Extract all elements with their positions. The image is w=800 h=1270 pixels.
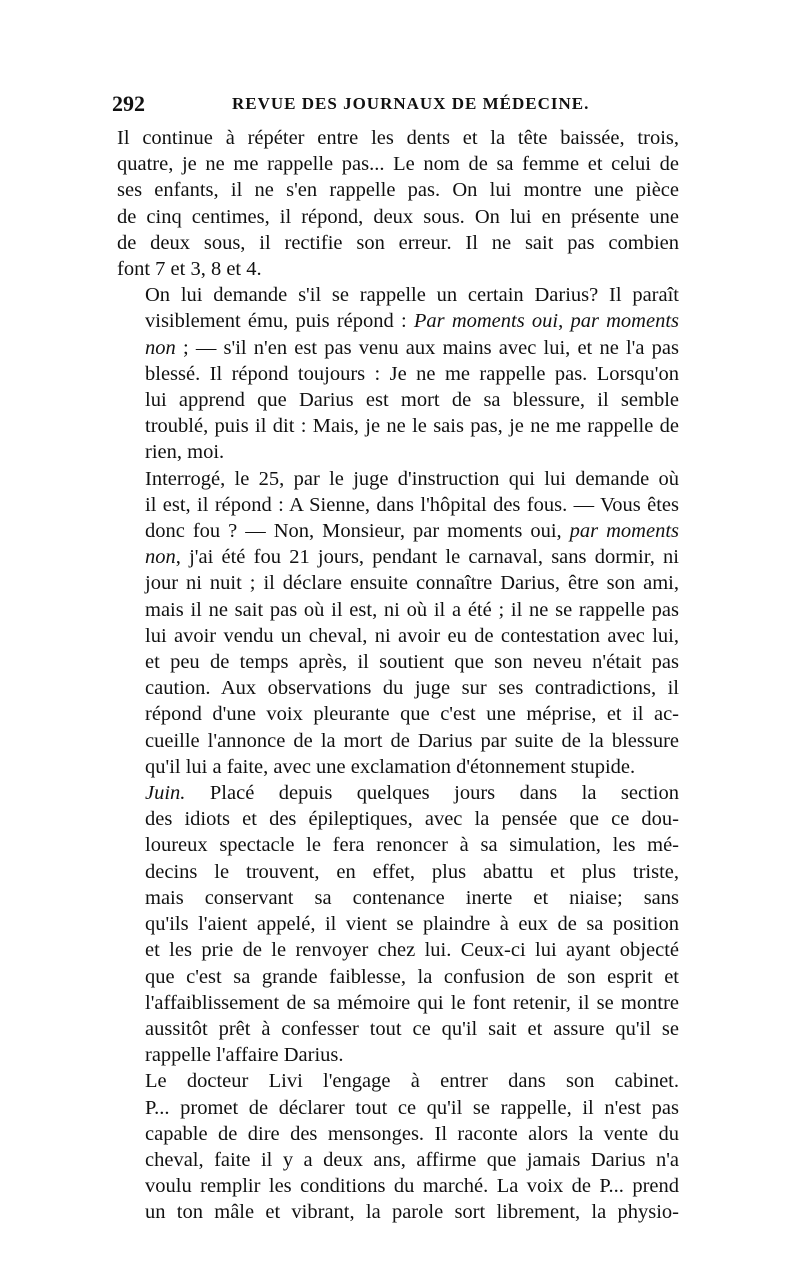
- text-line: rappelle l'affaire Darius.: [145, 1044, 344, 1067]
- paragraph: [117, 466, 679, 780]
- text-line: il est, il répond : A Sienne, dans l'hôpital des fous. — Vous êtes: [145, 493, 679, 516]
- paragraph: [117, 780, 679, 1068]
- text-line: de deux sous, il rectifie son erreur. Il ne sait pas combien: [117, 231, 679, 254]
- text-line: loureux spectacle le fera renoncer à sa simulation, les mé-: [145, 834, 679, 857]
- text-line: cueille l'annonce de la mort de Darius par suite de la blessure: [145, 729, 679, 752]
- text-line: visiblement ému, puis répond : Par moments oui, par moments: [145, 310, 679, 333]
- text-line: un ton mâle et vibrant, la parole sort librement, la physio-: [145, 1201, 679, 1224]
- running-head: REVUE DES JOURNAUX DE MÉDECINE.: [232, 94, 590, 113]
- text-line: et peu de temps après, il soutient que son neveu n'était pas: [145, 651, 679, 674]
- text-line: cheval, faite il y a deux ans, affirme que jamais Darius n'a: [145, 1148, 679, 1171]
- text-line: donc fou ? — Non, Monsieur, par moments oui, par moments: [145, 520, 680, 543]
- paragraph: [117, 125, 679, 282]
- text-line: On lui demande s'il se rappelle un certain Darius? Il paraît: [145, 284, 679, 307]
- text-line: répond d'une voix pleurante que c'est une méprise, et il ac-: [145, 703, 679, 726]
- text-line: lui avoir vendu un cheval, ni avoir eu de contestation avec lui,: [145, 624, 679, 647]
- text-line: blessé. Il répond toujours : Je ne me rappelle pas. Lorsqu'on: [145, 362, 679, 385]
- text-line: lui apprend que Darius est mort de sa blessure, il semble: [145, 389, 679, 412]
- text-line: non, j'ai été fou 21 jours, pendant le carnaval, sans dormir, ni: [145, 546, 679, 569]
- text-line: qu'ils l'aient appelé, il vient se plaindre à eux de sa position: [145, 913, 679, 936]
- body-text: [117, 125, 679, 1226]
- text-line: et les prie de le renvoyer chez lui. Ceux-ci lui ayant objecté: [145, 939, 679, 962]
- text-line: P... promet de déclarer tout ce qu'il se rappelle, il n'est pas: [145, 1096, 679, 1119]
- text-line: non ; — s'il n'en est pas venu aux mains avec lui, et ne l'a pas: [145, 336, 679, 359]
- text-line: Il continue à répéter entre les dents et la tête baissée, trois,: [117, 127, 679, 149]
- text-line: mais il ne sait pas où il est, ni où il a été ; il ne se rappelle pas: [145, 598, 679, 621]
- paragraph: [117, 282, 679, 465]
- text-line: l'affaiblissement de sa mémoire qui le font retenir, il se montre: [145, 991, 679, 1014]
- text-line: rien, moi.: [145, 441, 225, 464]
- text-line: Interrogé, le 25, par le juge d'instruction qui lui demande où: [145, 467, 679, 490]
- text-line: quatre, je ne me rappelle pas... Le nom de sa femme et celui de: [117, 153, 679, 176]
- text-line: voulu remplir les conditions du marché. La voix de P... prend: [145, 1175, 679, 1198]
- text-line: mais conservant sa contenance inerte et niaise; sans: [145, 886, 679, 909]
- text-line: decins le trouvent, en effet, plus abattu et plus triste,: [145, 860, 679, 883]
- text-line: de cinq centimes, il répond, deux sous. On lui en présente une: [117, 205, 679, 228]
- text-line: font 7 et 3, 8 et 4.: [117, 258, 262, 281]
- text-line: des idiots et des épileptiques, avec la pensée que ce dou-: [145, 808, 679, 831]
- text-line: que c'est sa grande faiblesse, la confusion de son esprit et: [145, 965, 679, 988]
- text-line: capable de dire des mensonges. Il raconte alors la vente du: [145, 1122, 679, 1145]
- text-line: troublé, puis il dit : Mais, je ne le sais pas, je ne me rappelle de: [145, 415, 679, 438]
- paragraph: [117, 1068, 679, 1225]
- text-line: Juin. Placé depuis quelques jours dans la section: [145, 782, 679, 805]
- text-line: ses enfants, il ne s'en rappelle pas. On lui montre une pièce: [117, 179, 679, 202]
- page-number: 292: [112, 91, 145, 116]
- text-line: qu'il lui a faite, avec une exclamation d'étonnement stupide.: [145, 755, 636, 778]
- text-line: aussitôt prêt à confesser tout ce qu'il sait et assure qu'il se: [145, 1017, 679, 1040]
- text-line: Le docteur Livi l'engage à entrer dans son cabinet.: [145, 1070, 679, 1093]
- text-line: jour ni nuit ; il déclare ensuite connaître Darius, être son ami,: [145, 572, 679, 595]
- text-line: caution. Aux observations du juge sur ses contradictions, il: [145, 677, 679, 700]
